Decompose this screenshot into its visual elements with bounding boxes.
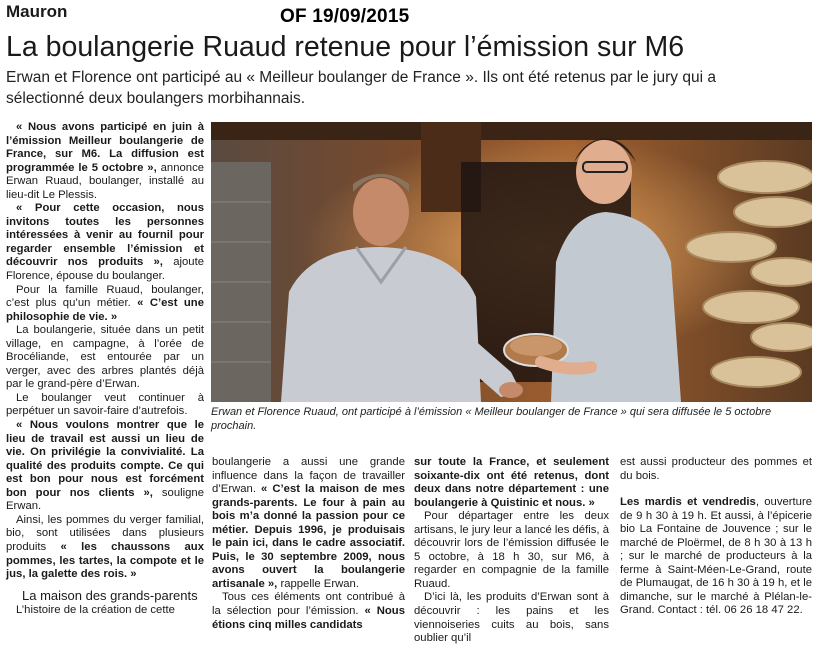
- paragraph: [414, 456, 609, 510]
- text: annonce Erwan Ruaud, boulanger, installé au lieu-dit Le Plessis.: [6, 161, 204, 201]
- paragraph: [6, 514, 204, 582]
- paragraph: [6, 419, 204, 514]
- paragraph: Pour départager entre les deux artisans, le jury leur a lancé les défis, à découvrir lors de l’émission diffusée le 5 octobre, à 18 h 30, sur M6, à regarder en compagnie de la famille Ruaud.: [414, 510, 609, 590]
- paragraph: [6, 121, 204, 202]
- paragraph: [6, 284, 204, 325]
- paragraph: [212, 591, 405, 632]
- paragraph: [212, 456, 405, 591]
- paragraph: La boulangerie, située dans un petit village, en campagne, à l’orée de Brocéliande, est entourée par un verger, avec des arbres plantés déjà par le grand-père d’Erwan.: [6, 324, 204, 391]
- quote: « Nous voulons montrer que le lieu de travail est aussi un lieu de vie. On privilégie la convivialité. La qualité des produits compte. Ce qui est bon pour nous est forcément bon pour nos clients »,: [6, 419, 204, 499]
- article-photo: [211, 122, 812, 402]
- text: boulangerie a aussi une grande influence dans la façon de travailler d’Erwan.: [212, 456, 405, 496]
- article-column-4: [620, 456, 812, 618]
- quote: sur toute la France, et seulement soixante-dix ont été retenus, dont deux dans notre département : une boulangerie à Quistinic et nous. »: [414, 456, 609, 509]
- paragraph: Le boulanger veut continuer à perpétuer un savoir-faire d’autrefois.: [6, 391, 204, 418]
- quote: « C’est la maison de mes grands-parents. Le four à pain au bois m’a donné la passion pour ce métier. Depuis 1996, je produisais le pain ici, dans le cadre associatif. Puis, le 30 septembre 2009, nous avons ouvert la boulangerie artisanale »,: [212, 483, 405, 590]
- bakers-photo-illustration: [211, 122, 812, 402]
- article-column-3: [414, 456, 609, 646]
- paragraph: D’ici là, les produits d’Erwan sont à découvrir : les pains et les viennoiseries cuits au bois, sans oublier qu’il: [414, 591, 609, 645]
- text: Pour la famille Ruaud, boulanger, c’est plus qu’un métier.: [6, 283, 204, 310]
- quote: « C’est une philosophie de vie. »: [6, 297, 204, 323]
- paragraph: [6, 202, 204, 283]
- article-column-1: [6, 121, 204, 617]
- text: rappelle Erwan.: [277, 577, 359, 590]
- photo-caption: Erwan et Florence Ruaud, ont participé à l’émission « Meilleur boulanger de France » qui sera diffusée le 5 octobre prochain.: [211, 406, 772, 432]
- article-headline: La boulangerie Ruaud retenue pour l’émission sur M6: [6, 31, 685, 63]
- paragraph: est aussi producteur des pommes et du bois.: [620, 456, 812, 482]
- practical-info: [620, 496, 812, 618]
- text: Ainsi, les pommes du verger familial, bio, sont utilisées dans plusieurs produits: [6, 513, 204, 553]
- text: souligne Erwan.: [6, 486, 204, 513]
- article-column-2: [212, 456, 405, 632]
- text: ajoute Florence, épouse du boulanger.: [6, 256, 204, 283]
- text: Tous ces éléments ont contribué à la sélection pour l’émission.: [212, 591, 405, 618]
- practical-info-lead: Les mardis et vendredis: [620, 496, 756, 509]
- quote: « Pour cette occasion, nous invitons toutes les personnes intéressées à venir au fournil pour regarder ensemble l’émission et découvrir nos produits »,: [6, 202, 204, 269]
- paragraph: L’histoire de la création de cette: [16, 603, 175, 616]
- source-date-stamp: OF 19/09/2015: [277, 6, 412, 28]
- article-standfirst: Erwan et Florence ont participé au « Meilleur boulanger de France ». Ils ont été retenus par le jury qui a sélectionné deux boulangers morbihannais.: [6, 69, 716, 107]
- quote: « les chaussons aux pommes, les tartes, la compote et le jus, la galette des rois. »: [6, 540, 204, 581]
- quote: « Nous étions cinq milles candidats: [212, 605, 405, 631]
- subheading: La maison des grands-parents: [22, 587, 198, 603]
- text: , ouverture de 9 h 30 à 19 h. Et aussi, à l’épicerie bio La Fontaine de Jouvence ; sur le marché de Ploërmel, de 8 h 30 à 13 h ; sur le marché de producteurs à la ferme à Saint-Méen-Le-Grand, route de Plumaugat, de 16 h 30 à 19 h, et le dimanche, sur le marché à Plélan-le-Grand. Contact : tél. 06 26 18 47 22.: [620, 496, 812, 617]
- rubric-label: Mauron: [6, 2, 68, 21]
- quote: « Nous avons participé en juin à l’émission Meilleur boulangerie de France, sur M6. La diffusion est programmée le 5 octobre »,: [6, 121, 204, 174]
